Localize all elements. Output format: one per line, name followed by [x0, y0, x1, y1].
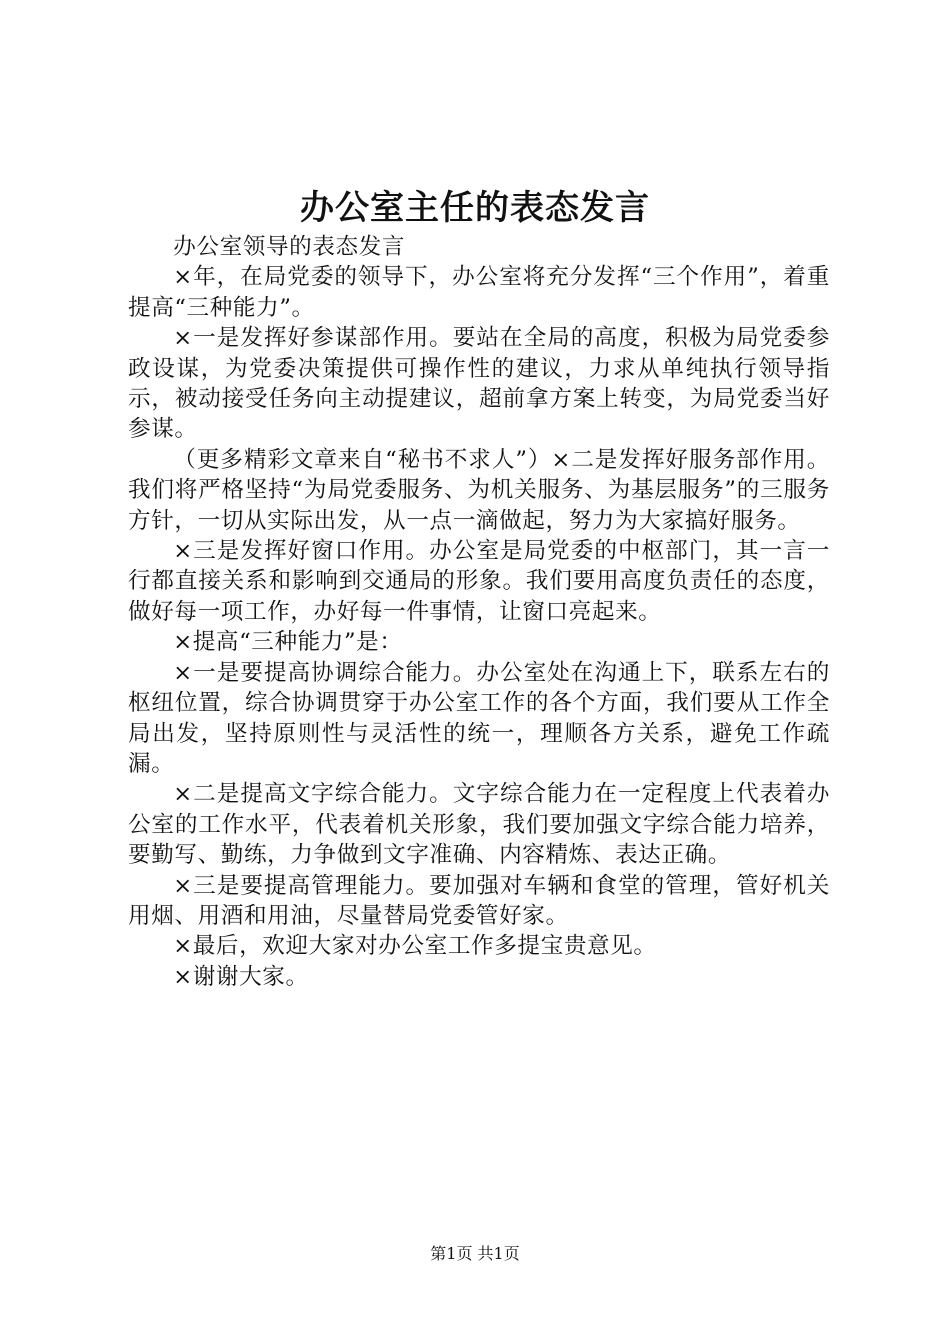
paragraph: （更多精彩文章来自“秘书不求人”）×二是发挥好服务部作用。我们将严格坚持“为局党委服务、为机关服务、为基层服务”的三服务方针，一切从实际出发，从一点一滴做起，努力为大家搞好服务。	[128, 446, 830, 534]
paragraph: ×三是要提高管理能力。要加强对车辆和食堂的管理，管好机关用烟、用酒和用油，尽量替局党委管好家。	[128, 872, 830, 929]
document-body	[128, 232, 830, 992]
paragraph: ×最后，欢迎大家对办公室工作多提宝贵意见。	[173, 933, 657, 960]
paragraph-subtitle: 办公室领导的表态发言	[173, 234, 406, 260]
paragraph: ×提高“三种能力”是：	[173, 629, 403, 656]
paragraph: ×谢谢大家。	[173, 963, 309, 990]
paragraph: ×年，在局党委的领导下，办公室将充分发挥“三个作用”，着重提高“三种能力”。	[128, 264, 830, 321]
paragraph: ×一是发挥好参谋部作用。要站在全局的高度，积极为局党委参政设谋，为党委决策提供可操作性的建议，力求从单纯执行领导指示，被动接受任务向主动提建议，超前拿方案上转变，为局党委当好参谋。	[128, 325, 830, 443]
paragraph: ×三是发挥好窗口作用。办公室是局党委的中枢部门，其一言一行都直接关系和影响到交通局的形象。我们要用高度负责任的态度，做好每一项工作，办好每一件事情，让窗口亮起来。	[128, 538, 830, 625]
paragraph: ×一是要提高协调综合能力。办公室处在沟通上下，联系左右的枢纽位置，综合协调贯穿于办公室工作的各个方面，我们要从工作全局出发，坚持原则性与灵活性的统一，理顺各方关系，避免工作疏漏。	[128, 659, 830, 777]
page-number-footer: 第1页 共1页	[430, 1244, 520, 1263]
paragraph: ×二是提高文字综合能力。文字综合能力在一定程度上代表着办公室的工作水平，代表着机关形象，我们要加强文字综合能力培养，要勤写、勤练，力争做到文字准确、内容精炼、表达正确。	[128, 781, 830, 869]
document-title: 办公室主任的表态发言	[300, 188, 650, 228]
